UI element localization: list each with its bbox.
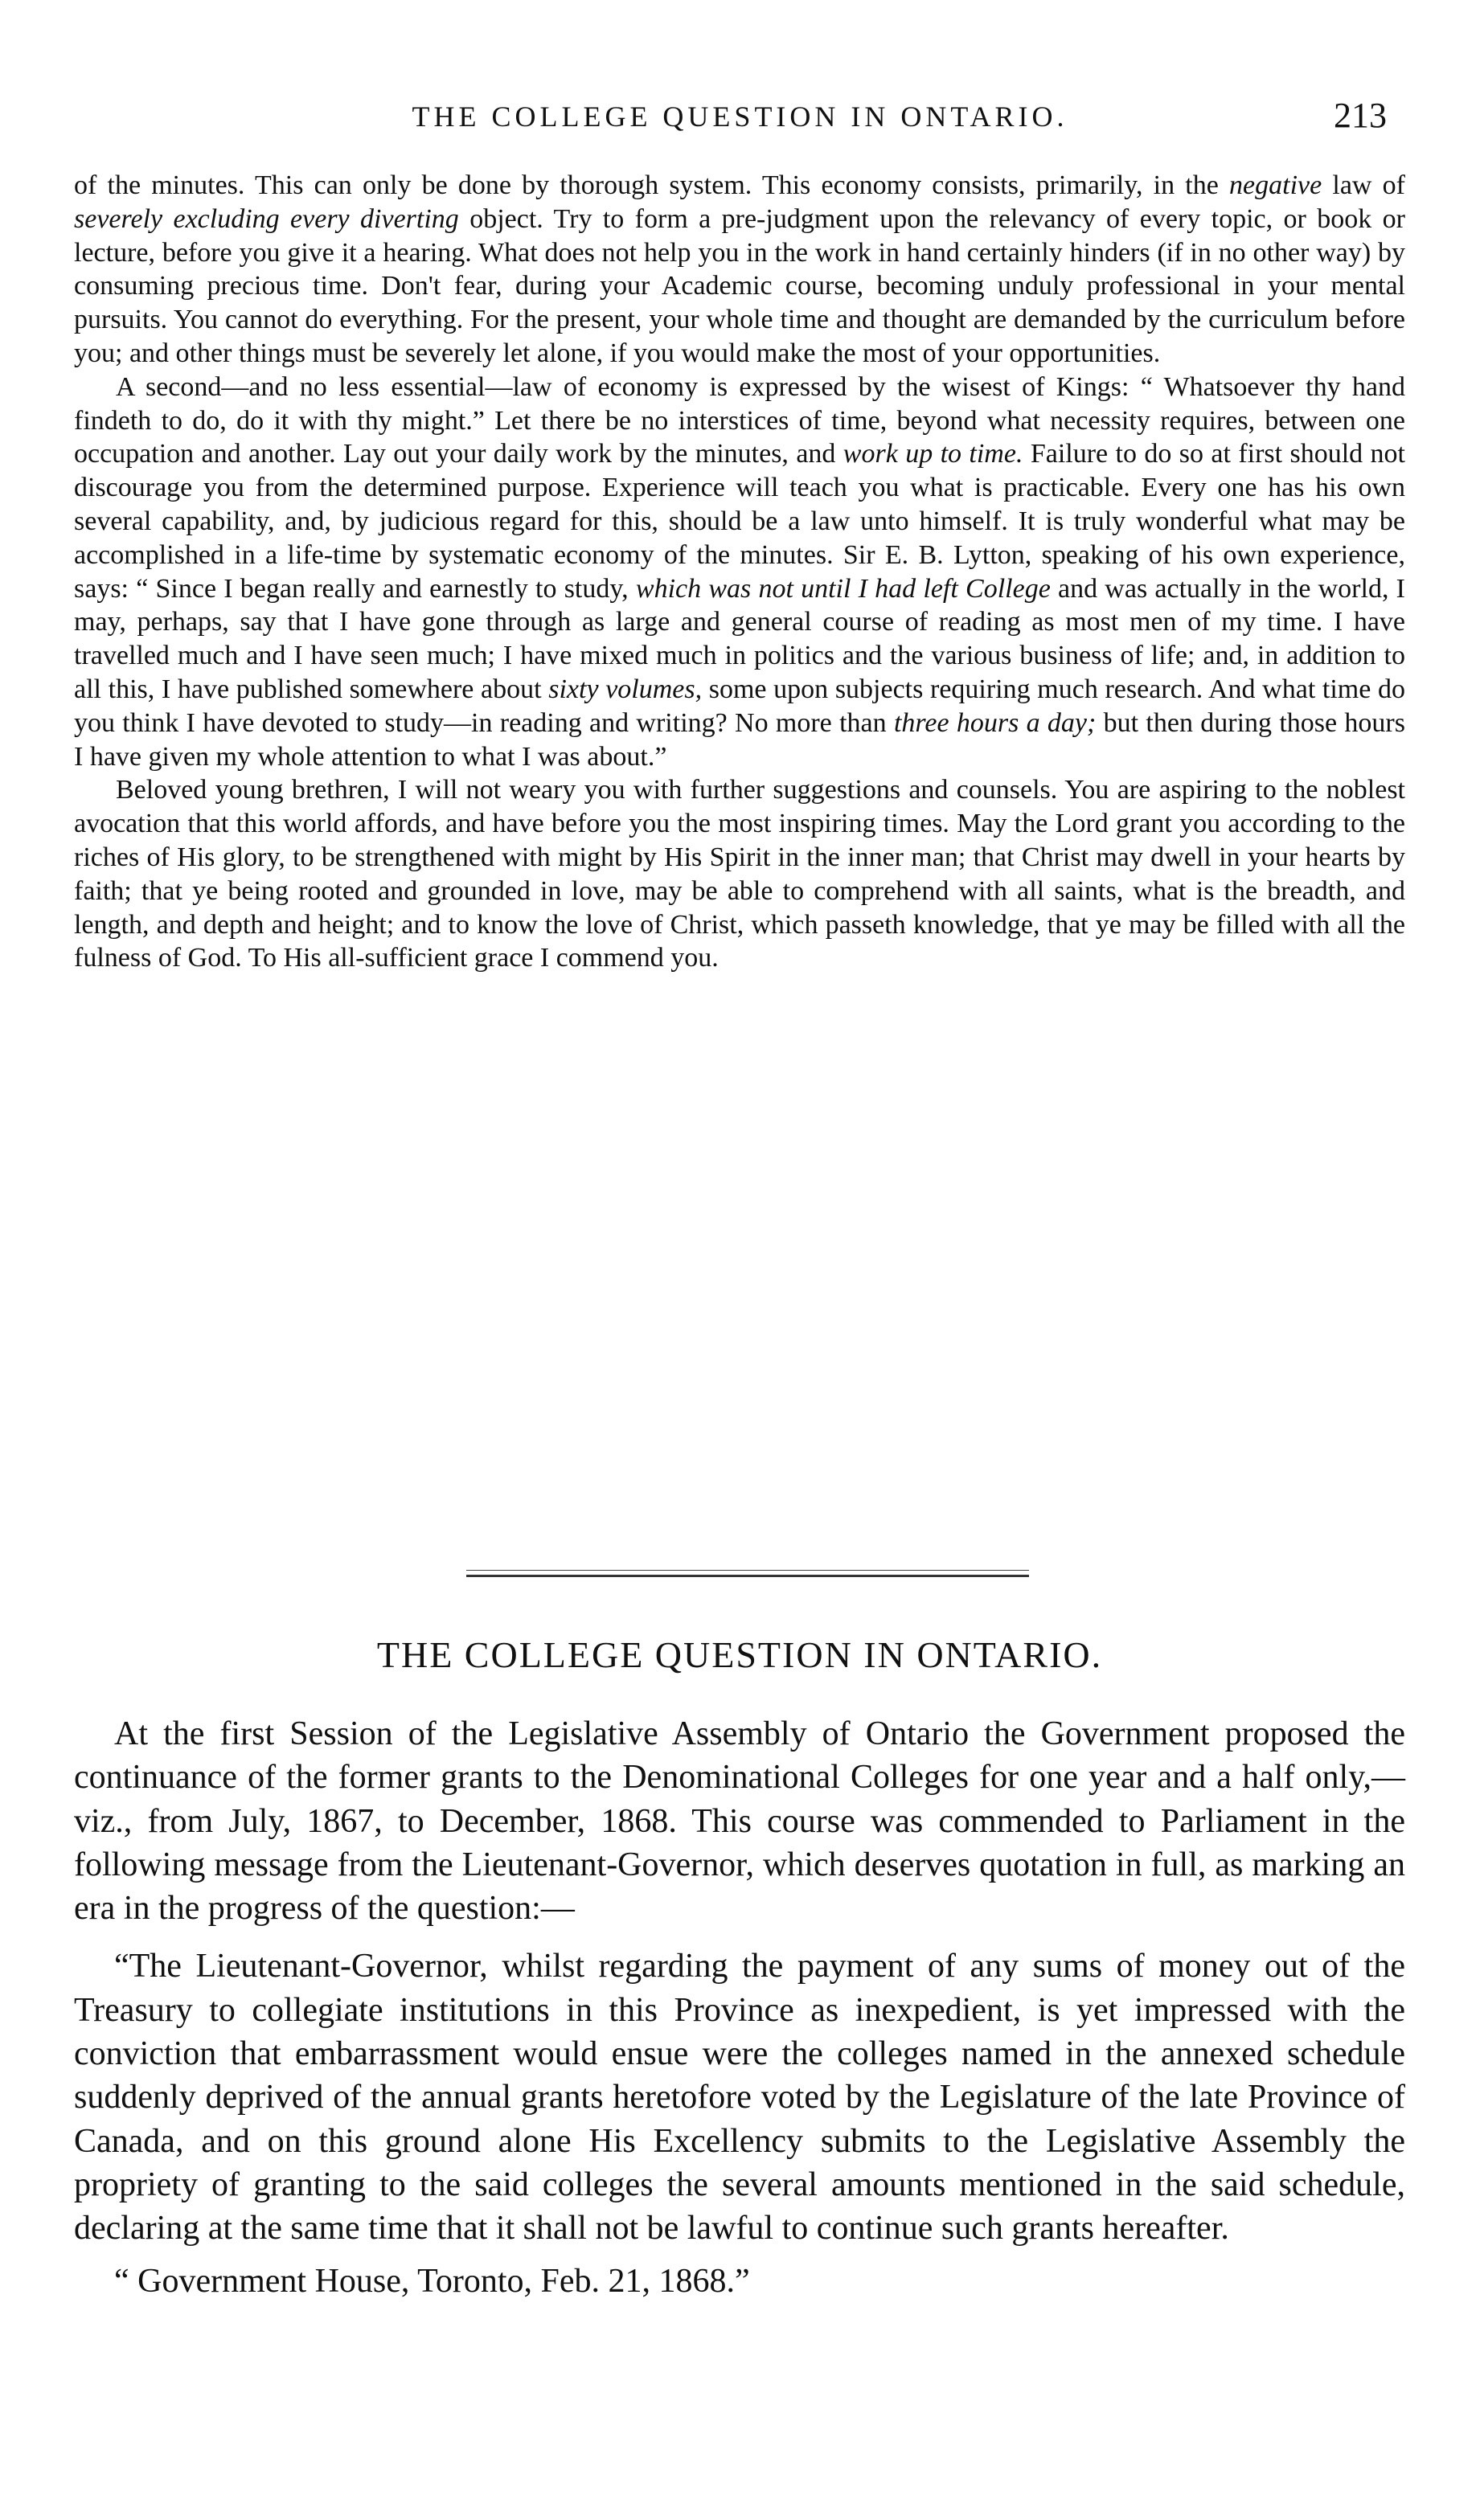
continued-text (74, 169, 1405, 975)
paragraph-economy-second-law: A second—and no less essential—law of economy is expressed by the wisest of Kings: “ Whatsoever thy hand findeth to do, do it with thy might.” Let there be no interstices of time, beyond what necessity requires, between one occupation and another. Lay out your daily work by the minutes, and work up to time. Failure to do so at first should not discourage you from the determined purpose. Experience will teach you what is practicable. Every one has his own several capability, and, by judicious regard for this, should be a law unto himself. It is truly wonderful what may be accomplished in a life-time by systematic economy of the minutes. Sir E. B. Lytton, speaking of his own experience, says: “ Since I began really and earnestly to study, which was not until I had left College and was actually in the world, I may, perhaps, say that I have gone through as large and general course of reading as most men of my time. I have travelled much and I have seen much; I have mixed much in politics and the various business of life; and, in addition to all this, I have published somewhere about sixty volumes, some upon subjects requiring much research. And what time do you think I have devoted to study—in reading and writing? No more than three hours a day; but then during those hours I have given my whole attention to what I was about.” (74, 371, 1405, 772)
paragraph-first-session: At the first Session of the Legislative Assembly of Ontario the Government proposed the continuance of the former grants to the Denominational Colleges for one year and a half only,—viz., from July, 1867, to December, 1868. This course was commended to Parliament in the following message from the Lieutenant-Governor, which deserves quotation in full, as marking an era in the progress of the question:— (74, 1715, 1405, 1928)
section-title: THE COLLEGE QUESTION IN ONTARIO. (376, 1634, 1103, 1675)
page-header (77, 95, 1403, 143)
paragraph-closing-counsel: Beloved young brethren, I will not weary you with further suggestions and counsels. You are aspiring to the noblest avocation that this world affords, and have before you the most inspiring times. May the Lord grant you according to the riches of His glory, to be strengthened with might by His Spirit in the inner man; that Christ may dwell in your hearts by faith; that ye being rooted and grounded in love, may be able to comprehend with all saints, what is the breadth, and length, and depth and height; and to know the love of Christ, which passeth knowledge, that ye may be filled with all the fulness of God. To His all-sufficient grace I commend you. (74, 775, 1405, 973)
section-divider (466, 1570, 1029, 1589)
page-number: 213 (1334, 96, 1387, 135)
quoted-message: “The Lieutenant-Governor, whilst regarding the payment of any sums of money out of the Treasury to collegiate institutions in this Province as inexpedient, is yet impressed with the conviction that embarrassment would ensue were the colleges named in the annexed schedule suddenly deprived of the annual grants heretofore voted by the Legislature of the late Province of Canada, and on this ground alone His Excellency submits to the Legislative Assembly the propriety of granting to the said colleges the several amounts mentioned in the said schedule, declaring at the same time that it shall not be lawful to continue such grants hereafter. (74, 1948, 1405, 2248)
message-signature: “ Government House, Toronto, Feb. 21, 1868.” (114, 2262, 750, 2300)
paragraph-economy-first-law: of the minutes. This can only be done by thorough system. This economy consists, primarily, in the negative law of severely excluding every diverting object. Try to form a pre-judgment upon the relevancy of every topic, or book or lecture, before you give it a hearing. What does not help you in the work in hand certainly hinders (if in no other way) by consuming precious time. Don't fear, during your Academic course, becoming unduly professional in your mental pursuits. You cannot do everything. For the present, your whole time and thought are demanded by the curriculum before you; and other things must be severely let alone, if you would make the most of your opportunities. (74, 170, 1405, 368)
running-title: THE COLLEGE QUESTION IN ONTARIO. (412, 100, 1068, 133)
divider-line-thick (466, 1575, 1029, 1577)
section-body (74, 1712, 1405, 2301)
divider-line-thin (466, 1570, 1029, 1571)
